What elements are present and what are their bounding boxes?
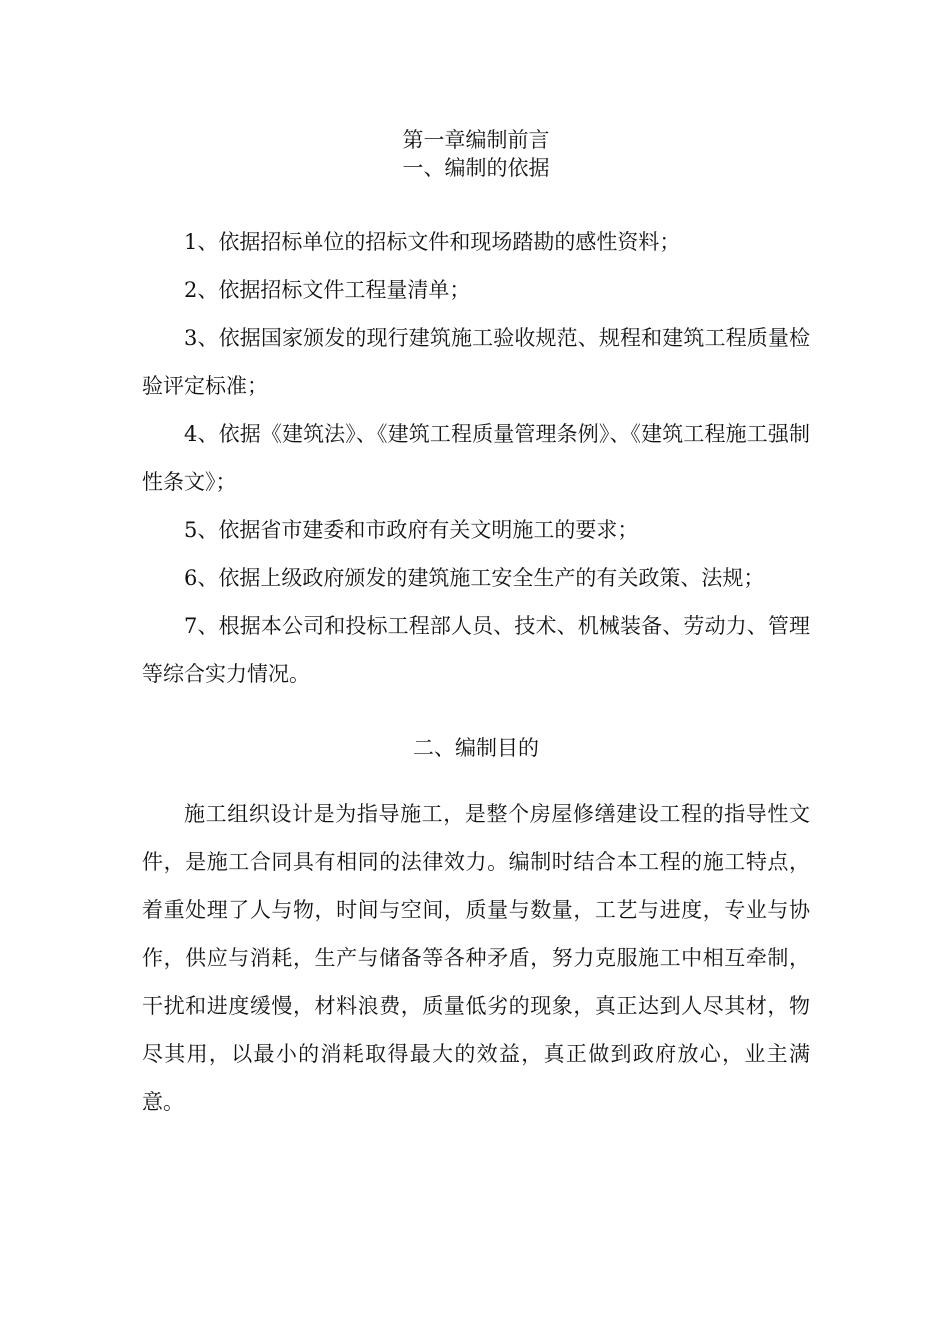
- basis-item: 6、依据上级政府颁发的建筑施工安全生产的有关政策、法规；: [184, 566, 765, 590]
- basis-item: 4、依据《建筑法》、《建筑工程质量管理条例》、《建筑工程施工强制性条文》；: [142, 422, 810, 494]
- basis-item: 5、依据省市建委和市政府有关文明施工的要求；: [184, 518, 639, 542]
- section-title-basis: 一、编制的依据: [402, 156, 550, 180]
- purpose-body: [142, 790, 810, 1126]
- section-title-purpose: 二、编制目的: [413, 736, 539, 760]
- basis-list: [142, 218, 810, 698]
- chapter-title: 第一章编制前言: [402, 128, 550, 152]
- basis-item: 1、依据招标单位的招标文件和现场踏勘的感性资料；: [184, 230, 681, 254]
- basis-item: 2、依据招标文件工程量清单；: [184, 278, 471, 302]
- basis-item: 3、依据国家颁发的现行建筑施工验收规范、规程和建筑工程质量检验评定标准；: [142, 326, 810, 398]
- purpose-paragraph: 施工组织设计是为指导施工，是整个房屋修缮建设工程的指导性文件，是施工合同具有相同的法律效力。编制时结合本工程的施工特点，着重处理了人与物，时间与空间，质量与数量，工艺与进度，专业与协作，供应与消耗，生产与储备等各种矛盾，努力克服施工中相互牵制，干扰和进度缓慢，材料浪费，质量低劣的现象，真正达到人尽其材，物尽其用，以最小的消耗取得最大的效益，真正做到政府放心，业主满意。: [142, 802, 810, 1114]
- document-page: [142, 126, 810, 1126]
- basis-item: 7、根据本公司和投标工程部人员、技术、机械装备、劳动力、管理等综合实力情况。: [142, 614, 810, 686]
